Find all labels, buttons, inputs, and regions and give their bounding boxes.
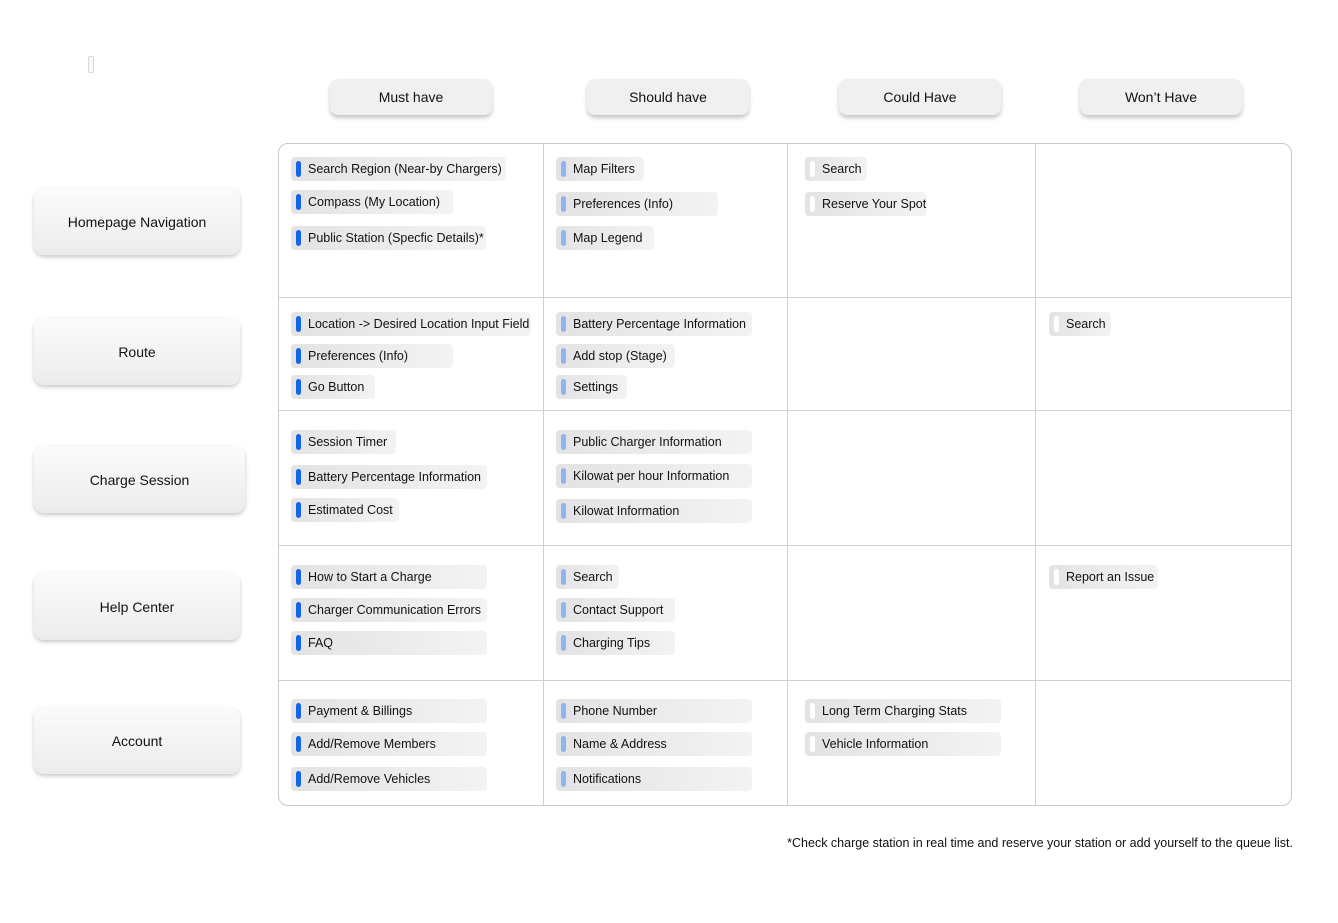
feature-card bbox=[556, 344, 675, 368]
priority-indicator bbox=[296, 703, 301, 719]
feature-label: Search bbox=[822, 162, 862, 176]
priority-indicator bbox=[561, 468, 566, 484]
priority-indicator bbox=[810, 161, 815, 177]
feature-card bbox=[1049, 312, 1111, 336]
feature-card bbox=[291, 375, 375, 399]
feature-card bbox=[291, 190, 453, 214]
priority-indicator bbox=[296, 316, 301, 332]
feature-card bbox=[1049, 565, 1158, 589]
feature-card bbox=[291, 498, 399, 522]
feature-label: Name & Address bbox=[573, 737, 667, 751]
feature-card bbox=[556, 767, 752, 791]
priority-indicator bbox=[296, 230, 301, 246]
priority-indicator bbox=[1054, 569, 1059, 585]
feature-label: Phone Number bbox=[573, 704, 658, 718]
priority-indicator bbox=[296, 771, 301, 787]
feature-label: FAQ bbox=[308, 636, 334, 650]
feature-label: Map Filters bbox=[573, 162, 635, 176]
feature-label: Map Legend bbox=[573, 231, 643, 245]
feature-card bbox=[291, 312, 531, 336]
priority-indicator bbox=[296, 194, 301, 210]
feature-label: Public Station (Specfic Details)* bbox=[308, 231, 484, 245]
feature-card bbox=[556, 565, 619, 589]
feature-label: Settings bbox=[573, 380, 619, 394]
feature-card bbox=[291, 767, 487, 791]
priority-indicator bbox=[561, 703, 566, 719]
feature-card bbox=[556, 598, 675, 622]
grid-divider bbox=[279, 297, 1292, 298]
priority-indicator bbox=[810, 736, 815, 752]
feature-label: Notifications bbox=[573, 772, 642, 786]
feature-card bbox=[556, 699, 752, 723]
feature-label: Charger Communication Errors bbox=[308, 603, 481, 617]
feature-label: Kilowat per hour Information bbox=[573, 469, 730, 483]
feature-label: Search bbox=[1066, 317, 1106, 331]
feature-card bbox=[291, 732, 487, 756]
feature-label: Contact Support bbox=[573, 603, 664, 617]
grid-divider bbox=[1035, 143, 1036, 806]
feature-label: Estimated Cost bbox=[308, 503, 393, 517]
feature-card bbox=[291, 226, 486, 250]
priority-indicator bbox=[296, 635, 301, 651]
feature-label: Search bbox=[573, 570, 613, 584]
feature-label: Battery Percentage Information bbox=[573, 317, 747, 331]
feature-label: Long Term Charging Stats bbox=[822, 704, 967, 718]
priority-indicator bbox=[296, 379, 301, 395]
feature-card bbox=[291, 565, 487, 589]
priority-indicator bbox=[296, 348, 301, 364]
feature-label: Add stop (Stage) bbox=[573, 349, 667, 363]
feature-label: Battery Percentage Information bbox=[308, 470, 482, 484]
priority-indicator bbox=[296, 161, 301, 177]
row-label-charge-session: Charge Session bbox=[34, 446, 245, 513]
feature-card bbox=[556, 375, 627, 399]
priority-indicator bbox=[561, 196, 566, 212]
feature-card bbox=[291, 344, 453, 368]
row-label-help-center: Help Center bbox=[34, 573, 240, 640]
feature-card bbox=[556, 157, 644, 181]
small-marker bbox=[88, 56, 94, 73]
priority-indicator bbox=[296, 502, 301, 518]
feature-label: Kilowat Information bbox=[573, 504, 680, 518]
priority-indicator bbox=[561, 602, 566, 618]
feature-card bbox=[556, 732, 752, 756]
feature-label: Vehicle Information bbox=[822, 737, 929, 751]
feature-label: Add/Remove Members bbox=[308, 737, 436, 751]
priority-indicator bbox=[561, 161, 566, 177]
feature-label: Charging Tips bbox=[573, 636, 651, 650]
feature-card bbox=[291, 465, 487, 489]
priority-indicator bbox=[296, 434, 301, 450]
priority-indicator bbox=[1054, 316, 1059, 332]
feature-label: Location -> Desired Location Input Field bbox=[308, 317, 530, 331]
feature-card bbox=[556, 312, 752, 336]
priority-indicator bbox=[561, 230, 566, 246]
feature-label: Search Region (Near-by Chargers) bbox=[308, 162, 502, 176]
priority-indicator bbox=[296, 469, 301, 485]
priority-indicator bbox=[296, 736, 301, 752]
feature-label: Report an Issue bbox=[1066, 570, 1155, 584]
feature-label: Session Timer bbox=[308, 435, 388, 449]
footnote: *Check charge station in real time and reserve your station or add yourself to the queue list. bbox=[787, 836, 1293, 850]
priority-indicator bbox=[810, 703, 815, 719]
priority-indicator bbox=[561, 503, 566, 519]
feature-card bbox=[805, 192, 927, 216]
column-header-could-have: Could Have bbox=[839, 79, 1001, 115]
grid-divider bbox=[279, 680, 1292, 681]
grid-divider bbox=[279, 410, 1292, 411]
priority-indicator bbox=[561, 635, 566, 651]
feature-label: Reserve Your Spot bbox=[822, 197, 927, 211]
grid-divider bbox=[543, 143, 544, 806]
feature-card bbox=[805, 732, 1001, 756]
feature-card bbox=[556, 631, 675, 655]
feature-label: Add/Remove Vehicles bbox=[308, 772, 431, 786]
feature-card bbox=[556, 192, 718, 216]
priority-indicator bbox=[561, 379, 566, 395]
feature-label: Compass (My Location) bbox=[308, 195, 440, 209]
feature-label: How to Start a Charge bbox=[308, 570, 432, 584]
feature-label: Public Charger Information bbox=[573, 435, 722, 449]
priority-indicator bbox=[561, 771, 566, 787]
grid-divider bbox=[279, 545, 1292, 546]
priority-indicator bbox=[296, 569, 301, 585]
priority-indicator bbox=[561, 569, 566, 585]
feature-label: Payment & Billings bbox=[308, 704, 413, 718]
feature-card bbox=[291, 157, 506, 181]
feature-label: Preferences (Info) bbox=[308, 349, 409, 363]
feature-card bbox=[556, 226, 654, 250]
feature-card bbox=[805, 699, 1001, 723]
feature-card bbox=[291, 598, 487, 622]
column-header-must-have: Must have bbox=[330, 79, 492, 115]
row-label-homepage-navigation: Homepage Navigation bbox=[34, 188, 240, 255]
feature-label: Go Button bbox=[308, 380, 365, 394]
row-label-account: Account bbox=[34, 707, 240, 774]
feature-card bbox=[291, 430, 396, 454]
grid-divider bbox=[787, 143, 788, 806]
priority-indicator bbox=[561, 348, 566, 364]
feature-card bbox=[291, 631, 487, 655]
priority-indicator bbox=[296, 602, 301, 618]
priority-indicator bbox=[810, 196, 815, 212]
priority-indicator bbox=[561, 316, 566, 332]
feature-card bbox=[805, 157, 867, 181]
priority-indicator bbox=[561, 434, 566, 450]
feature-card bbox=[291, 699, 487, 723]
feature-card bbox=[556, 430, 752, 454]
column-header-should-have: Should have bbox=[587, 79, 749, 115]
column-header-wont-have: Won’t Have bbox=[1080, 79, 1242, 115]
feature-label: Preferences (Info) bbox=[573, 197, 674, 211]
feature-card bbox=[556, 464, 752, 488]
row-label-route: Route bbox=[34, 318, 240, 385]
feature-card bbox=[556, 499, 752, 523]
priority-indicator bbox=[561, 736, 566, 752]
